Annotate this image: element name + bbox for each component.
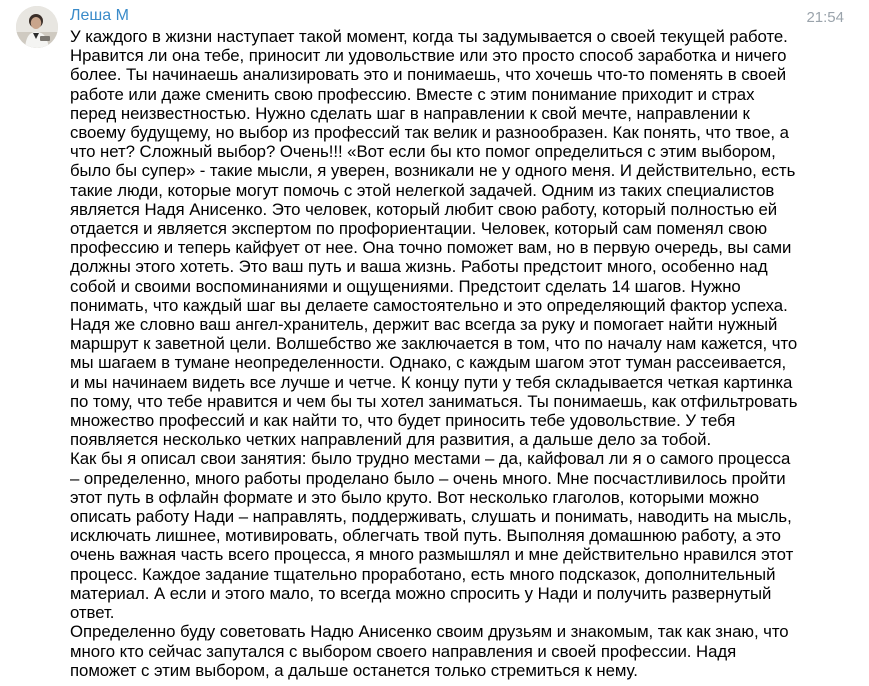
message-paragraph-1: У каждого в жизни наступает такой момент, когда ты задумывается о своей текущей работе. Нравится ли она тебе, приносит ли удовольствие или это просто способ заработка и ничего более. Ты начинаешь анализировать это и понимаешь, что хочешь что-то поменять в своей работе или даже сменить свою профессию. Вместе с этим понимание приходит и страх перед неизвестностью. Нужно сделать шаг в направлении к свой мечте, направлении к своему будущему, но выбор из профессий так велик и разнообразен. Как понять, что твое, а что нет? Сложный выбор? Очень!!! «Вот если бы кто помог определиться с этим выбором, было бы супер» - такие мысли, я уверен, возникали не у одного меня. И действительно, есть такие люди, которые могут помочь с этой нелегкой задачей. Одним из таких специалистов является Надя Анисенко. Это человек, который любит свою работу, который полностью ей отдается и является экспертом по профориентации. Человек, который сам поменял свою профессию и теперь кайфует от нее. Она точно поможет вам, но в первую очередь, вы сами должны этого хотеть. Это ваш путь и ваша жизнь. Работы предстоит много, особенно над собой и своими воспоминаниями и ощущениями. Предстоит сделать 14 шагов. Нужно понимать, что каждый шаг вы делаете самостоятельно и это определяющий фактор успеха. Надя же словно ваш ангел-хранитель, держит вас всегда за руку и помогает найти нужный маршрут к заветной цели. Волшебство же заключается в том, что по началу нам кажется, что мы шагаем в тумане неопределенности. Однако, с каждым шагом этот туман рассеивается, и мы начинаем видеть все лучше и четче. К концу пути у тебя складывается четкая картинка по тому, что тебе нравится и чем бы ты хотел заниматься. Ты понимаешь, как отфильтровать множество профессий и как найти то, что будет приносить тебе удовольствие. У тебя появляется несколько четких направлений для развития, а дальше дело за тобой. (70, 27, 798, 450)
message-paragraph-2: Как бы я описал свои занятия: было трудно местами – да, кайфовал ли я о самого процесса – определенно, много работы проделано было – очень много. Мне посчастливилось пройти этот путь в офлайн формате и это было круто. Вот несколько глаголов, которыми можно описать работу Нади – направлять, поддерживать, слушать и понимать, наводить на мысль, исключать лишнее, мотивировать, облегчать твой путь. Выполняя домашнюю работу, а это очень важная часть всего процесса, я много размышлял и мне действительно нравился этот процесс. Каждое задание тщательно проработано, есть много подсказок, дополнительный материал. А если и этого мало, то всегда можно спросить у Нади и получить развернутый ответ. (70, 449, 794, 623)
message-text (70, 27, 800, 680)
message-time: 21:54 (806, 9, 844, 26)
sender-name[interactable]: Леша М (70, 7, 129, 24)
message-paragraph-3: Определенно буду советовать Надю Анисенко своим друзьям и знакомым, так как знаю, что много кто сейчас запутался с выбором своего направления и своей профессии. Надя поможет с этим выбором, а дальше останется только стремиться к нему. (70, 622, 789, 680)
avatar[interactable] (16, 6, 58, 48)
user-avatar-photo-icon (16, 6, 58, 48)
